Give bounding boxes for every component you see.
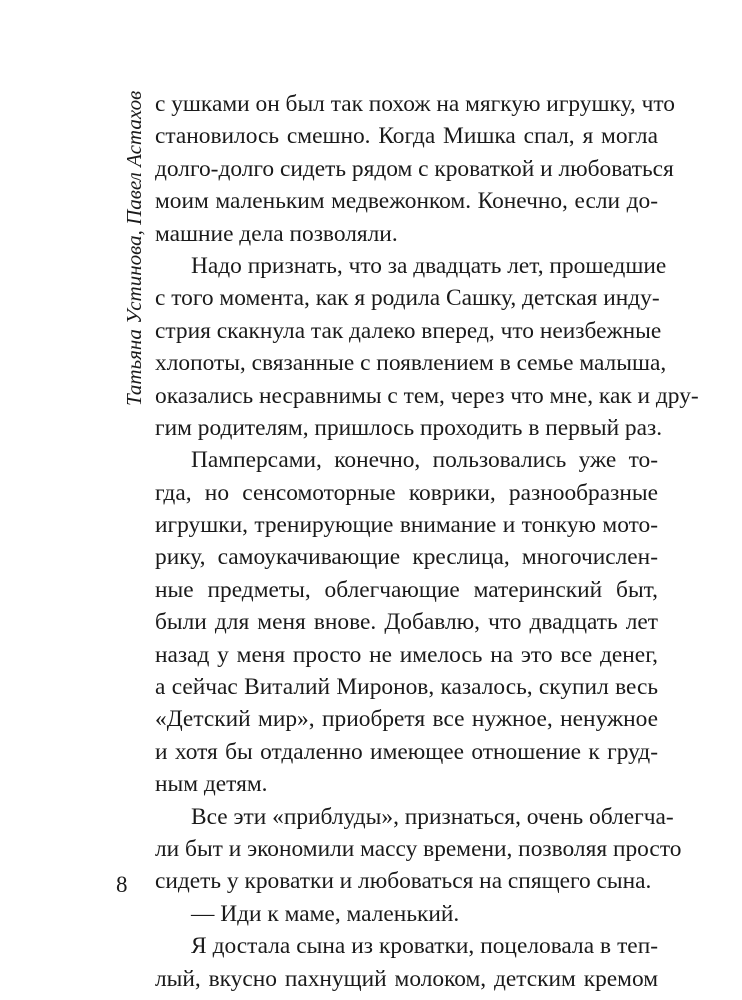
text-line: с того момента, как я родила Сашку, детская инду- bbox=[155, 285, 660, 312]
text-line: «Детский мир», приобретя все нужное, ненужное bbox=[155, 706, 658, 733]
text-line: гим родителям, пришлось проходить в первый раз. bbox=[155, 414, 663, 441]
text-line: ли быт и экономили массу времени, позволяя просто bbox=[155, 835, 682, 862]
text-line: долго-долго сидеть рядом с кроваткой и любоваться bbox=[155, 155, 674, 182]
text-line: а сейчас Виталий Миронов, казалось, скупил весь bbox=[155, 674, 658, 701]
text-line: оказались несравнимы с тем, через что мне, как и дру- bbox=[155, 382, 699, 409]
body-text bbox=[155, 88, 699, 995]
text-line: — Иди к маме, маленький. bbox=[191, 900, 460, 927]
text-line: сидеть у кроватки и любоваться на спящего сына. bbox=[155, 868, 652, 895]
text-line: ные предметы, облегчающие материнский быт, bbox=[155, 576, 658, 603]
text-line: и хотя бы отдаленно имеющее отношение к груд- bbox=[155, 738, 658, 765]
text-line: моим маленьким медвежонком. Конечно, если до- bbox=[155, 188, 658, 215]
text-line: с ушками он был так похож на мягкую игрушку, что bbox=[155, 91, 675, 117]
text-line: машние дела позволяли. bbox=[155, 220, 398, 247]
text-line: назад у меня просто не имелось на это все денег, bbox=[155, 641, 658, 668]
text-line: были для меня внове. Добавлю, что двадцать лет bbox=[155, 609, 658, 636]
text-line: хлопоты, связанные с появлением в семье малыша, bbox=[155, 350, 667, 377]
text-line: рику, самоукачивающие креслица, многочислен- bbox=[155, 544, 658, 571]
running-head: Татьяна Устинова, Павел Астахов bbox=[122, 90, 146, 406]
text-line: лый, вкусно пахнущий молоком, детским кремом bbox=[155, 965, 658, 992]
text-line: стрия скакнула так далеко вперед, что неизбежные bbox=[155, 317, 662, 344]
text-line: Надо признать, что за двадцать лет, прошедшие bbox=[191, 252, 667, 279]
text-line: Памперсами, конечно, пользовались уже то- bbox=[191, 447, 658, 474]
text-line: Я достала сына из кроватки, поцеловала в теп- bbox=[191, 933, 658, 960]
text-line: Все эти «приблуды», признаться, очень облегча- bbox=[191, 803, 674, 830]
text-line: становилось смешно. Когда Мишка спал, я могла bbox=[155, 123, 658, 150]
text-line: игрушки, тренирующие внимание и тонкую мото- bbox=[155, 512, 658, 539]
text-line: гда, но сенсомоторные коврики, разнообразные bbox=[155, 479, 658, 506]
page-number: 8 bbox=[116, 872, 128, 897]
text-line: ным детям. bbox=[155, 771, 268, 798]
